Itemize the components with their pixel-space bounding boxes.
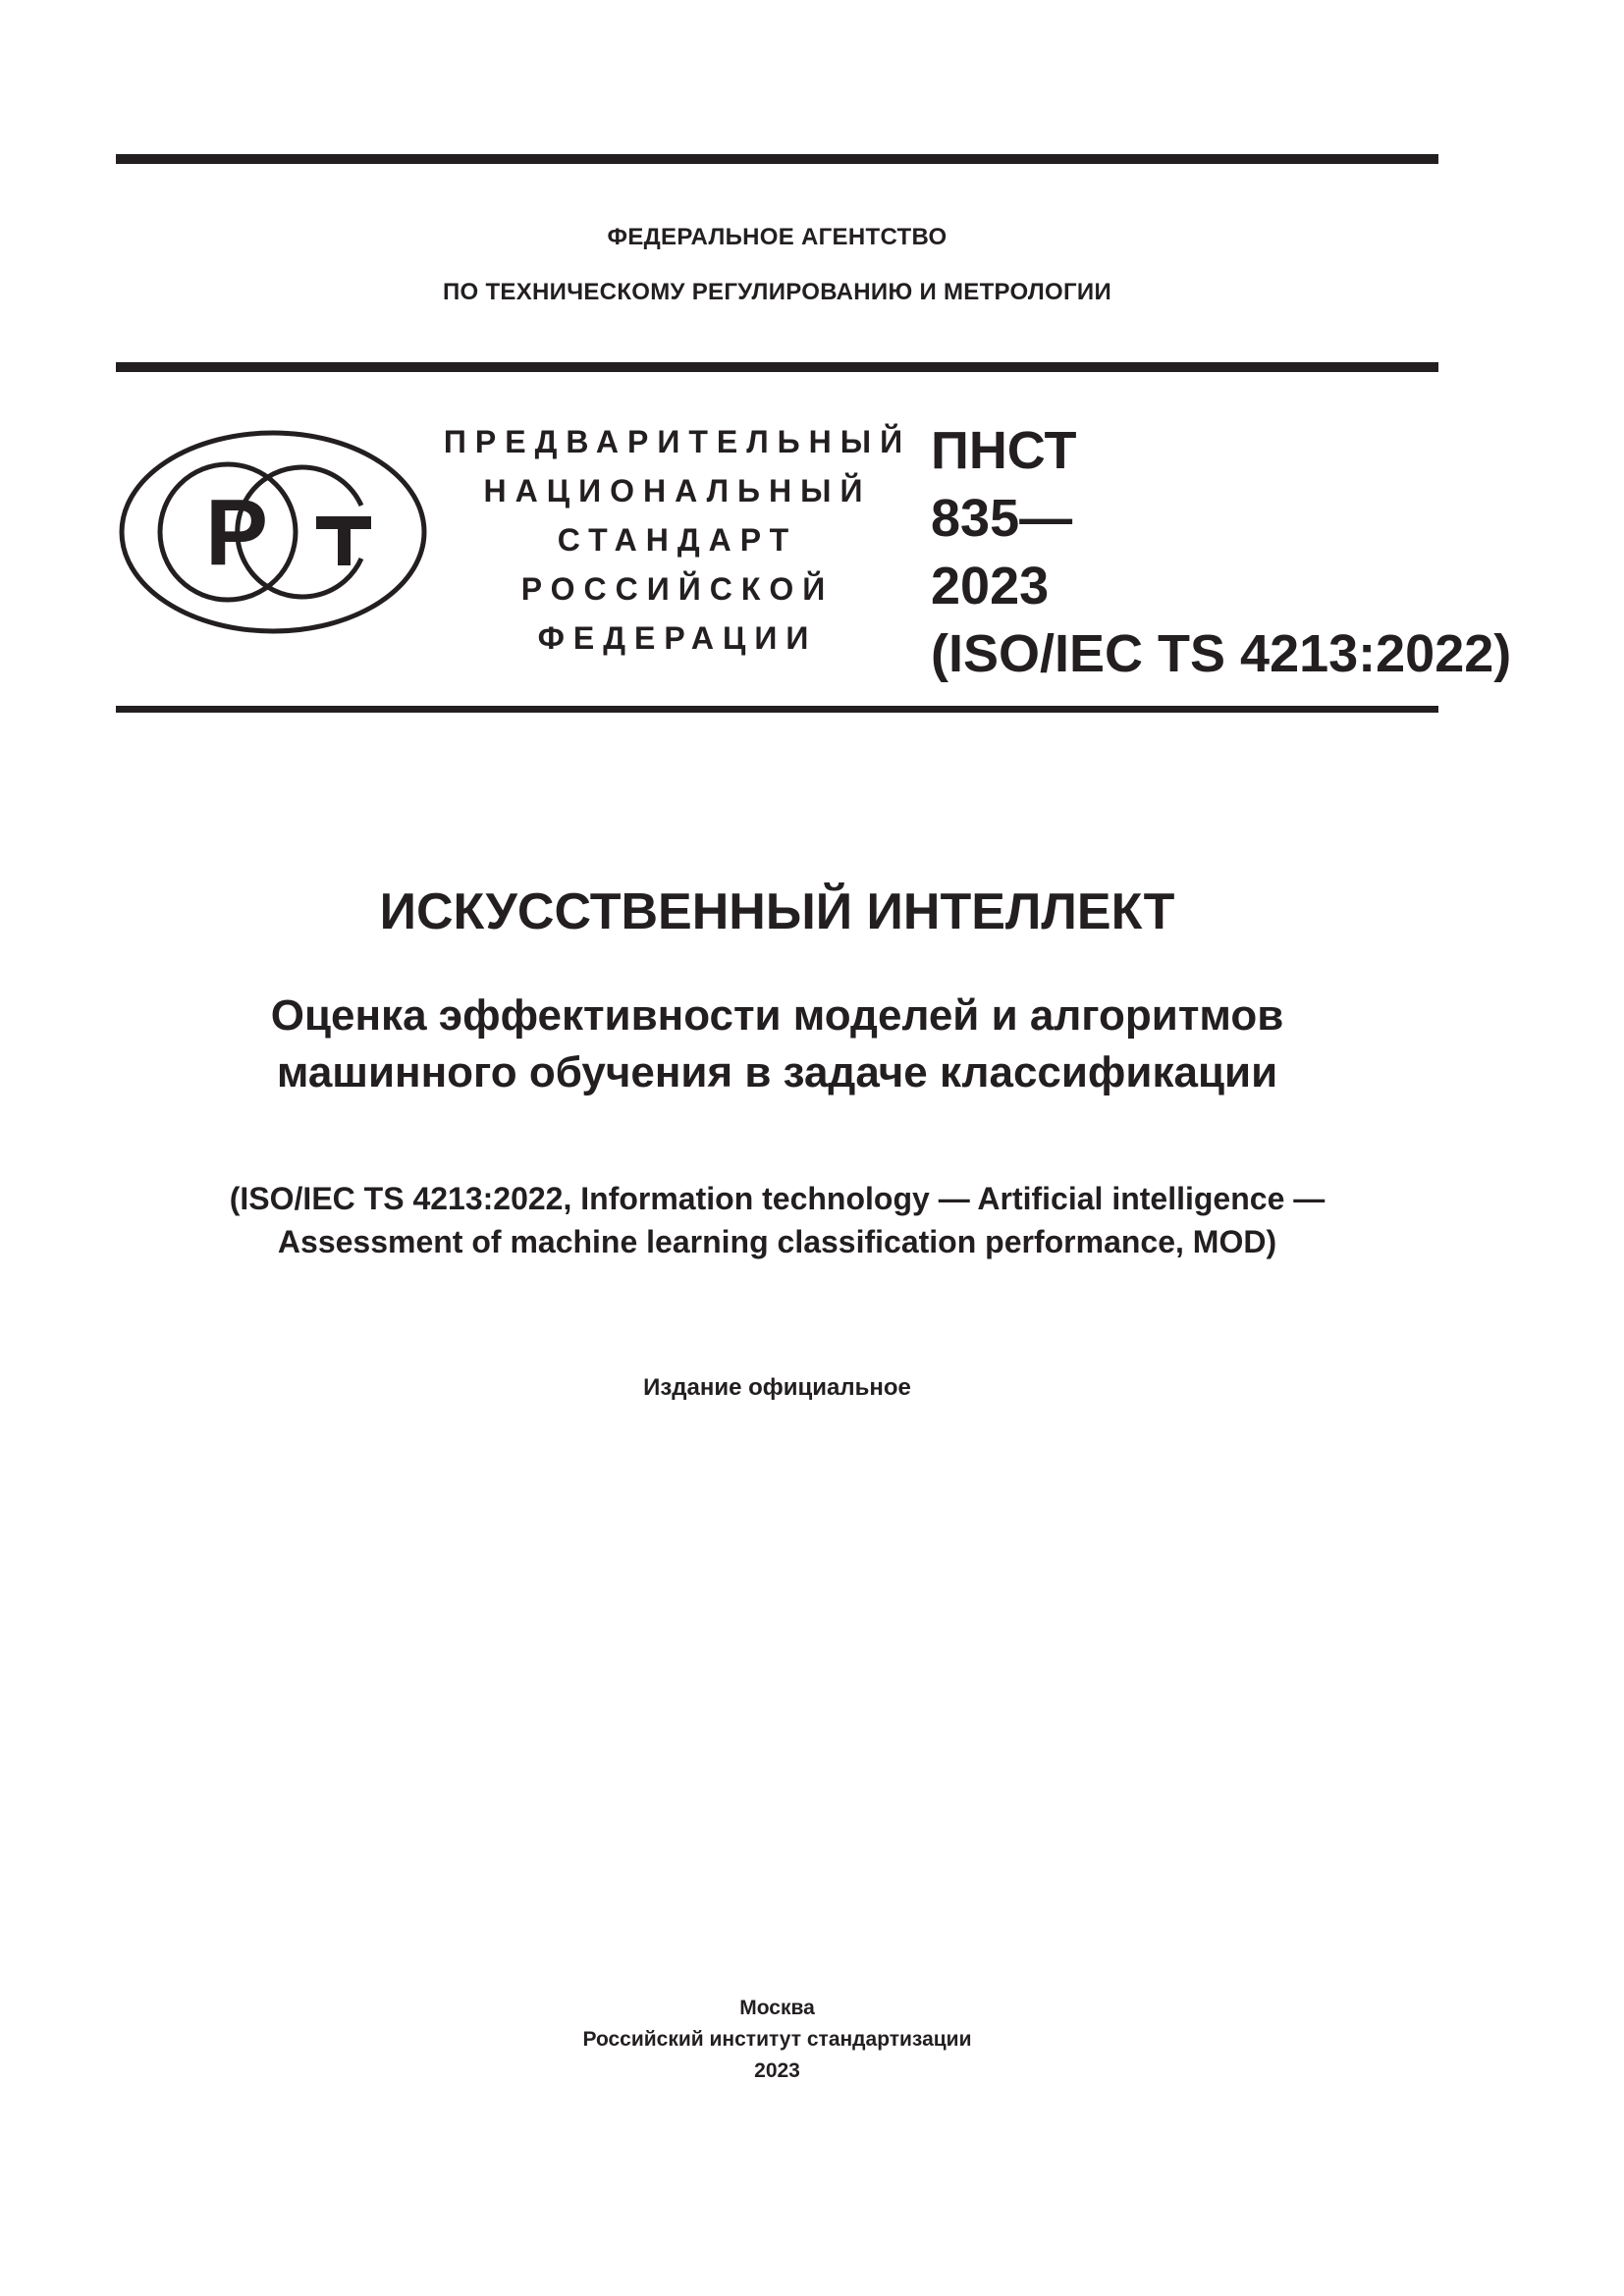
standard-number-line: ПНСТ bbox=[931, 421, 1077, 480]
imprint-city: Москва bbox=[739, 1997, 815, 2019]
top-rule bbox=[116, 154, 1438, 164]
agency-line-2: ПО ТЕХНИЧЕСКОМУ РЕГУЛИРОВАНИЮ И МЕТРОЛОГИИ bbox=[442, 279, 1112, 305]
document-title: ИСКУССТВЕННЫЙ ИНТЕЛЛЕКТ bbox=[379, 883, 1175, 940]
edition-label: Издание официальное bbox=[643, 1374, 911, 1401]
standard-type-line: ПРЕДВАРИТЕЛЬНЫЙ bbox=[443, 424, 912, 459]
subtitle-line-2: машинного обучения в задаче классификации bbox=[276, 1048, 1278, 1096]
header-bottom-rule bbox=[116, 362, 1438, 372]
standard-number bbox=[931, 417, 1511, 688]
international-line-1: (ISO/IEC TS 4213:2022, Information technology — Artificial intelligence — bbox=[229, 1181, 1326, 1216]
document-subtitle bbox=[116, 988, 1438, 1101]
gost-r-emblem-icon bbox=[118, 429, 428, 635]
standard-number-line: 2023 bbox=[931, 557, 1050, 615]
standard-type-line: СТАНДАРТ bbox=[557, 522, 798, 558]
imprint-publisher: Российский институт стандартизации bbox=[582, 2028, 972, 2051]
agency-line-1: ФЕДЕРАЛЬНОЕ АГЕНТСТВО bbox=[607, 224, 947, 250]
standard-number-line: 835— bbox=[931, 489, 1073, 548]
imprint-year: 2023 bbox=[754, 2059, 800, 2082]
standard-type-line: РОССИЙСКОЙ bbox=[520, 571, 835, 607]
standard-number-line: (ISO/IEC TS 4213:2022) bbox=[931, 624, 1512, 683]
standard-type bbox=[432, 417, 923, 663]
international-line-2: Assessment of machine learning classification performance, MOD) bbox=[277, 1224, 1277, 1259]
emblem-bottom-rule bbox=[116, 706, 1438, 713]
standard-type-line: ФЕДЕРАЦИИ bbox=[537, 620, 818, 656]
svg-text:Р: Р bbox=[205, 480, 269, 585]
imprint bbox=[116, 1993, 1438, 2087]
subtitle-line-1: Оценка эффективности моделей и алгоритмов bbox=[270, 991, 1284, 1040]
international-reference bbox=[116, 1177, 1438, 1263]
standard-type-line: НАЦИОНАЛЬНЫЙ bbox=[483, 473, 872, 508]
